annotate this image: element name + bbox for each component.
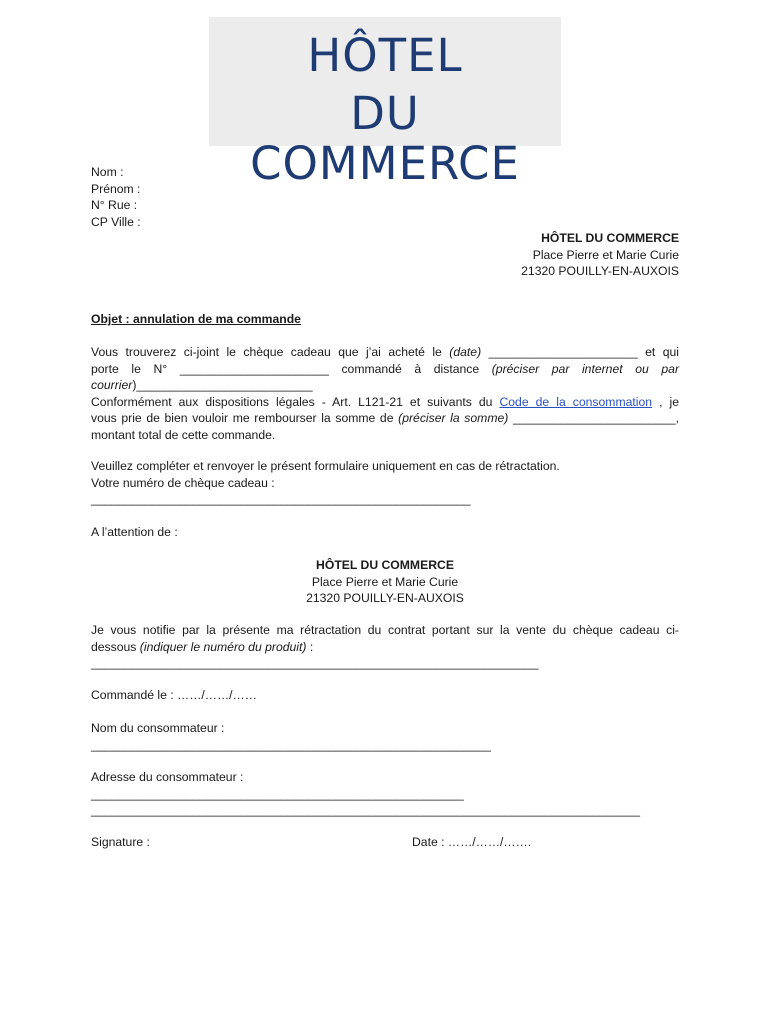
recipient2-street: Place Pierre et Marie Curie xyxy=(311,574,459,589)
sender-cp-ville: CP Ville : xyxy=(91,214,141,229)
para3-line1: Je vous notifie par la présente ma rétractation du contrat portant sur la vente du chèque cadeau ci- xyxy=(91,623,679,637)
para2-line1: Veuillez compléter et renvoyer le présent formulaire uniquement en cas de rétractation. xyxy=(91,459,560,473)
nom-consommateur-block xyxy=(91,720,679,753)
date-field[interactable]: Date : ……/……/……. xyxy=(412,835,532,849)
recipient-block-2 xyxy=(91,557,679,607)
para1-line1: Vous trouverez ci-joint le chèque cadeau que j’ai acheté le (date) ______________________ et qui xyxy=(91,345,680,359)
code-consommation-link[interactable]: Code de la consommation xyxy=(499,394,653,409)
logo-line-2: DU COMMERCE xyxy=(250,87,520,190)
recipient-block xyxy=(521,230,679,280)
cheque-number-label: Votre numéro de chèque cadeau : xyxy=(91,475,275,490)
attention-label: A l’attention de : xyxy=(91,525,178,539)
sender-block xyxy=(91,164,679,230)
sender-nom: Nom : xyxy=(91,165,124,179)
adresse-consommateur-block xyxy=(91,769,679,819)
para3-line2: dessous (indiquer le numéro du produit) : xyxy=(91,639,314,654)
hotel-logo xyxy=(209,17,561,190)
nom-consommateur-field[interactable]: ___________________________________________________________ xyxy=(91,737,491,752)
subject-line: Objet : annulation de ma commande xyxy=(91,312,301,326)
recipient2-name: HÔTEL DU COMMERCE xyxy=(316,558,454,572)
product-number-field[interactable]: __________________________________________________________________ xyxy=(91,656,539,670)
commande-date-field[interactable]: Commandé le : ……/……/…… xyxy=(91,688,257,702)
para1-line3: courrier)__________________________ xyxy=(91,378,313,392)
recipient-city: 21320 POUILLY-EN-AUXOIS xyxy=(521,264,679,278)
paragraph-form xyxy=(91,458,679,508)
sender-prenom: Prénom : xyxy=(91,181,141,196)
paragraph-retractation xyxy=(91,622,679,672)
cheque-number-field[interactable]: ________________________________________________________ xyxy=(91,492,471,506)
paragraph-order xyxy=(91,344,679,443)
sender-rue: N° Rue : xyxy=(91,198,138,212)
recipient2-city: 21320 POUILLY-EN-AUXOIS xyxy=(306,591,464,605)
logo-line-1: HÔTEL xyxy=(307,29,463,82)
para1-line4: Conformément aux dispositions légales - Art. L121-21 et suivants du Code de la consommation , je xyxy=(91,394,679,409)
adresse-consommateur-field-1[interactable]: _______________________________________________________ xyxy=(91,786,464,801)
recipient-name: HÔTEL DU COMMERCE xyxy=(541,231,679,245)
adresse-consommateur-field-2[interactable]: _________________________________________________________________________________ xyxy=(91,803,641,817)
para1-line2: porte le N° ______________________ commandé à distance (préciser par internet ou par xyxy=(91,361,679,376)
recipient-street: Place Pierre et Marie Curie xyxy=(532,247,679,262)
signature-field[interactable]: Signature : xyxy=(91,835,150,849)
nom-consommateur-label: Nom du consommateur : xyxy=(91,721,225,735)
para1-line6: montant total de cette commande. xyxy=(91,427,276,442)
para1-line5: vous prie de bien vouloir me rembourser la somme de (préciser la somme) ________________________, xyxy=(91,411,680,425)
adresse-consommateur-label: Adresse du consommateur : xyxy=(91,770,244,784)
